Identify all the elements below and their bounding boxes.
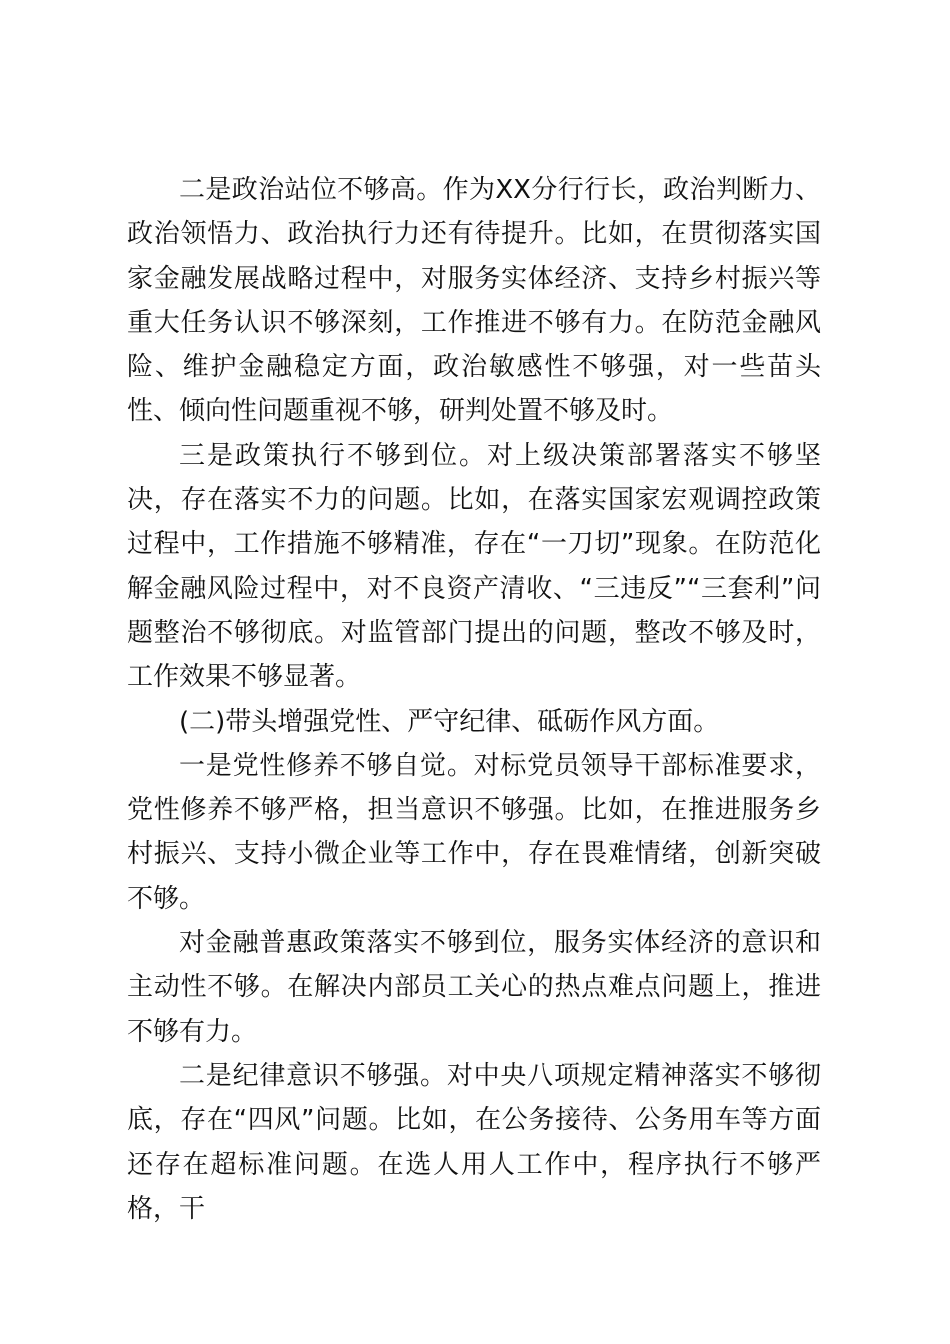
section-heading-party-spirit: (二)带头增强党性、严守纪律、砥砺作风方面。 <box>179 706 720 737</box>
document-body <box>127 168 821 1231</box>
paragraph-party-cultivation: 一是党性修养不够自觉。对标党员领导干部标准要求，党性修养不够严格，担当意识不够强。比如，在推进服务乡村振兴、支持小微企业等工作中，存在畏难情绪，创新突破不够。 <box>127 750 821 914</box>
paragraph-political-stance: 二是政治站位不够高。作为XX分行行长，政治判断力、政治领悟力、政治执行力还有待提升。比如，在贯彻落实国家金融发展战略过程中，对服务实体经济、支持乡村振兴等重大任务认识不够深刻，工作推进不够有力。在防范金融风险、维护金融稳定方面，政治敏感性不够强，对一些苗头性、倾向性问题重视不够，研判处置不够及时。 <box>127 175 821 427</box>
paragraph-policy-execution: 三是政策执行不够到位。对上级决策部署落实不够坚决，存在落实不力的问题。比如，在落实国家宏观调控政策过程中，工作措施不够精准，存在“一刀切”现象。在防范化解金融风险过程中，对不良资产清收、“三违反”“三套利”问题整治不够彻底。对监管部门提出的问题，整改不够及时，工作效果不够显著。 <box>127 440 821 693</box>
paragraph-inclusive-finance: 对金融普惠政策落实不够到位，服务实体经济的意识和主动性不够。在解决内部员工关心的热点难点问题上，推进不够有力。 <box>127 928 821 1047</box>
paragraph-discipline-awareness: 二是纪律意识不够强。对中央八项规定精神落实不够彻底，存在“四风”问题。比如，在公务接待、公务用车等方面还存在超标准问题。在选人用人工作中，程序执行不够严格，干 <box>127 1060 821 1224</box>
